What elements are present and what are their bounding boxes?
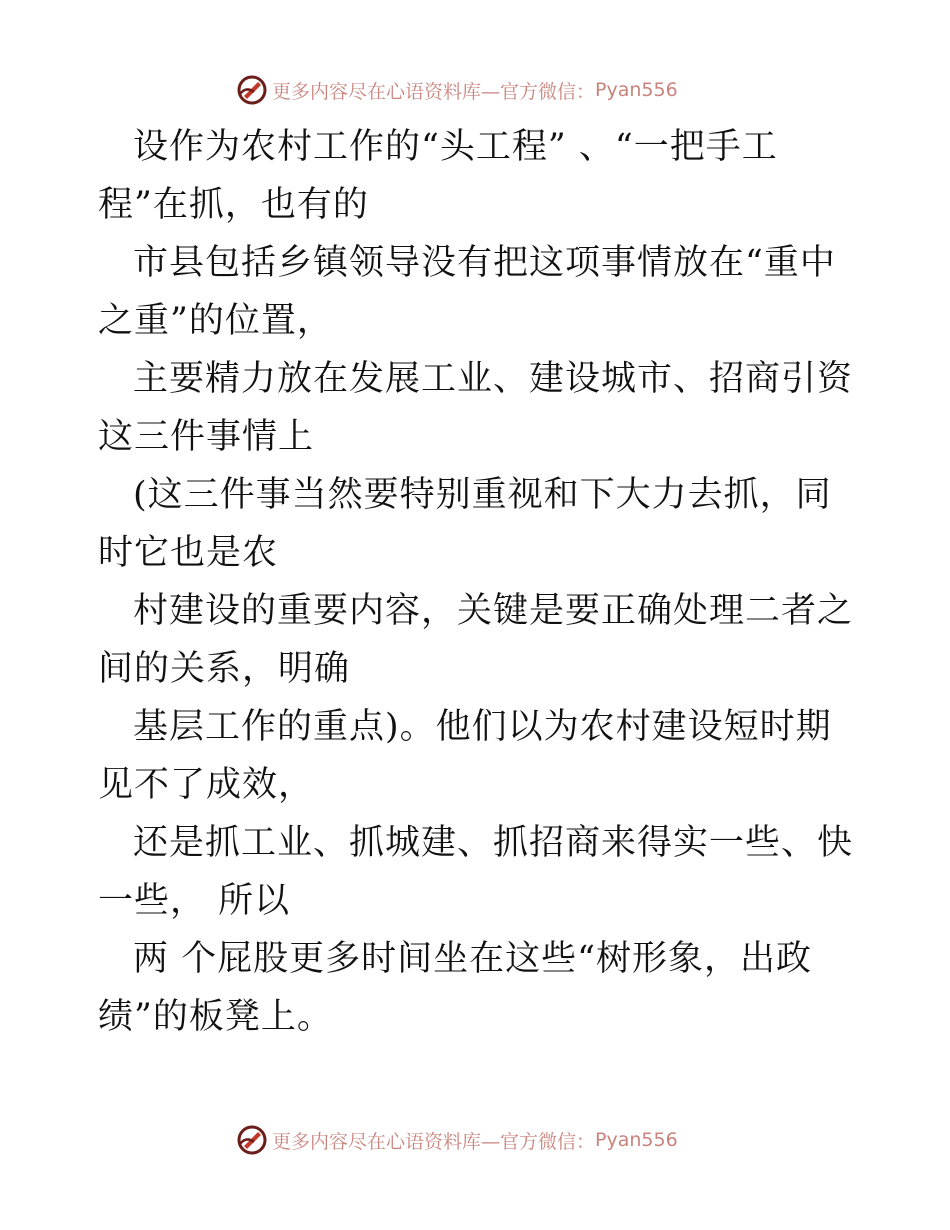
brand-logo-icon xyxy=(236,1124,268,1156)
footer-banner-content xyxy=(236,1124,678,1156)
banner-wechat-id: Pyan556 xyxy=(595,1129,678,1151)
paragraph-6: 基层工作的重点)。他们以为农村建设短时期见不了成效， xyxy=(98,707,832,805)
paragraph-2: 市县包括乡镇领导没有把这项事情放在“重中之重”的位置， xyxy=(98,243,836,341)
header-banner-content xyxy=(236,74,678,106)
paragraph-8: 两 个屁股更多时间坐在这些“树形象，出政绩”的板凳上。 xyxy=(98,939,813,1037)
paragraph-5: 村建设的重要内容，关键是要正确处理二者之间的关系，明确 xyxy=(98,591,854,689)
brand-logo-icon xyxy=(236,74,268,106)
paragraph-1: 设作为农村工作的“头工程” 、“一把手工程”在抓，也有的 xyxy=(98,127,778,225)
banner-wechat-label: 官方微信： xyxy=(500,1130,596,1153)
banner-main-text: 更多内容尽在心语资料库— xyxy=(272,80,501,103)
banner-main-text: 更多内容尽在心语资料库— xyxy=(272,1130,501,1153)
paragraph-3: 主要精力放在发展工业、建设城市、招商引资这三件事情上 xyxy=(98,359,854,457)
header-banner xyxy=(0,70,950,110)
paragraph-7: 还是抓工业、抓城建、抓招商来得实一些、快一些， 所以 xyxy=(98,823,854,921)
banner-wechat-label: 官方微信： xyxy=(500,80,596,103)
footer-banner xyxy=(0,1120,950,1160)
document-body xyxy=(98,118,858,1046)
paragraph-4: (这三件事当然要特别重视和下大力去抓，同时它也是农 xyxy=(98,475,832,573)
banner-wechat-id: Pyan556 xyxy=(595,79,678,101)
